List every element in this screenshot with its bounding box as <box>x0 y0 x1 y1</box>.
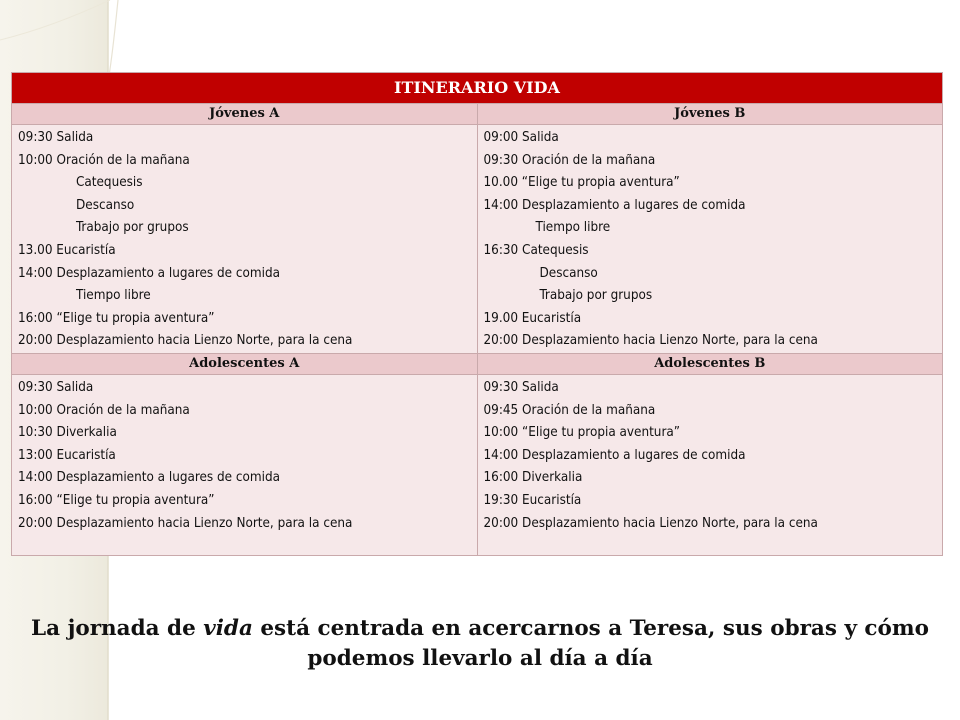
schedule-line: Descanso <box>76 197 135 213</box>
schedule-line: 10:30 Diverkalia <box>18 425 117 441</box>
schedule-adolescentes-a <box>12 374 478 555</box>
schedule-jovenes-b <box>477 125 943 354</box>
schedule-line: 14:00 Desplazamiento a lugares de comida <box>483 197 746 213</box>
schedule-line: 10.00 “Elige tu propia aventura” <box>483 175 680 191</box>
schedule-line: 09:30 Salida <box>483 379 559 395</box>
schedule-line: 09:00 Salida <box>483 130 559 145</box>
caption-line-1 <box>0 614 960 644</box>
schedule-line: 10:00 “Elige tu propia aventura” <box>483 425 681 441</box>
schedule-line: 20:00 Desplazamiento hacia Lienzo Norte, para la cena <box>18 515 353 531</box>
schedule-line: 16:00 “Elige tu propia aventura” <box>18 492 215 508</box>
schedule-line: Tiempo libre <box>535 220 611 236</box>
schedule-line: 14:00 Desplazamiento a lugares de comida <box>18 470 281 486</box>
header-adolescentes-a: Adolescentes A <box>12 353 478 374</box>
schedule-line: Trabajo por grupos <box>76 220 189 236</box>
header-jovenes-a: Jóvenes A <box>12 104 478 125</box>
schedule-line: Catequesis <box>76 175 143 191</box>
schedule-adolescentes-b <box>477 374 943 555</box>
caption-line-2: podemos llevarlo al día a día <box>307 646 653 671</box>
schedule-line: 20:00 Desplazamiento hacia Lienzo Norte, para la cena <box>483 333 818 349</box>
schedule-line: 09:30 Salida <box>18 130 94 145</box>
header-adolescentes-b: Adolescentes B <box>477 353 943 374</box>
schedule-line: 13:00 Eucaristía <box>18 447 116 463</box>
schedule-line: 09:45 Oración de la mañana <box>483 402 656 418</box>
schedule-line: 10:00 Oración de la mañana <box>18 152 190 168</box>
schedule-line: 09:30 Salida <box>18 379 94 395</box>
itinerary-table <box>11 72 943 556</box>
schedule-line: Descanso <box>539 265 598 281</box>
caption-after: está centrada en acercarnos a Teresa, sus obras y cómo <box>252 616 929 641</box>
table-title: ITINERARIO VIDA <box>12 73 943 104</box>
schedule-line: Tiempo libre <box>76 288 151 304</box>
schedule-line: Trabajo por grupos <box>539 288 653 304</box>
schedule-line: 20:00 Desplazamiento hacia Lienzo Norte, para la cena <box>483 515 818 531</box>
schedule-line: 09:30 Oración de la mañana <box>483 152 656 168</box>
schedule-jovenes-a <box>12 125 478 354</box>
itinerary-table-container <box>11 72 943 556</box>
schedule-line: 16:00 Diverkalia <box>483 470 583 486</box>
schedule-line: 13.00 Eucaristía <box>18 242 116 258</box>
schedule-line: 14:00 Desplazamiento a lugares de comida <box>18 265 281 281</box>
header-jovenes-b: Jóvenes B <box>477 104 943 125</box>
schedule-line: 14:00 Desplazamiento a lugares de comida <box>483 447 746 463</box>
schedule-line: 20:00 Desplazamiento hacia Lienzo Norte, para la cena <box>18 333 353 349</box>
caption-text <box>0 614 960 674</box>
schedule-line: 16:00 “Elige tu propia aventura” <box>18 310 215 326</box>
schedule-line: 19.00 Eucaristía <box>483 310 582 326</box>
caption-before: La jornada de <box>31 616 204 641</box>
schedule-line: 16:30 Catequesis <box>483 242 589 258</box>
schedule-line: 10:00 Oración de la mañana <box>18 402 190 418</box>
schedule-line: 19:30 Eucaristía <box>483 492 582 508</box>
caption-emphasis: vida <box>203 616 253 641</box>
